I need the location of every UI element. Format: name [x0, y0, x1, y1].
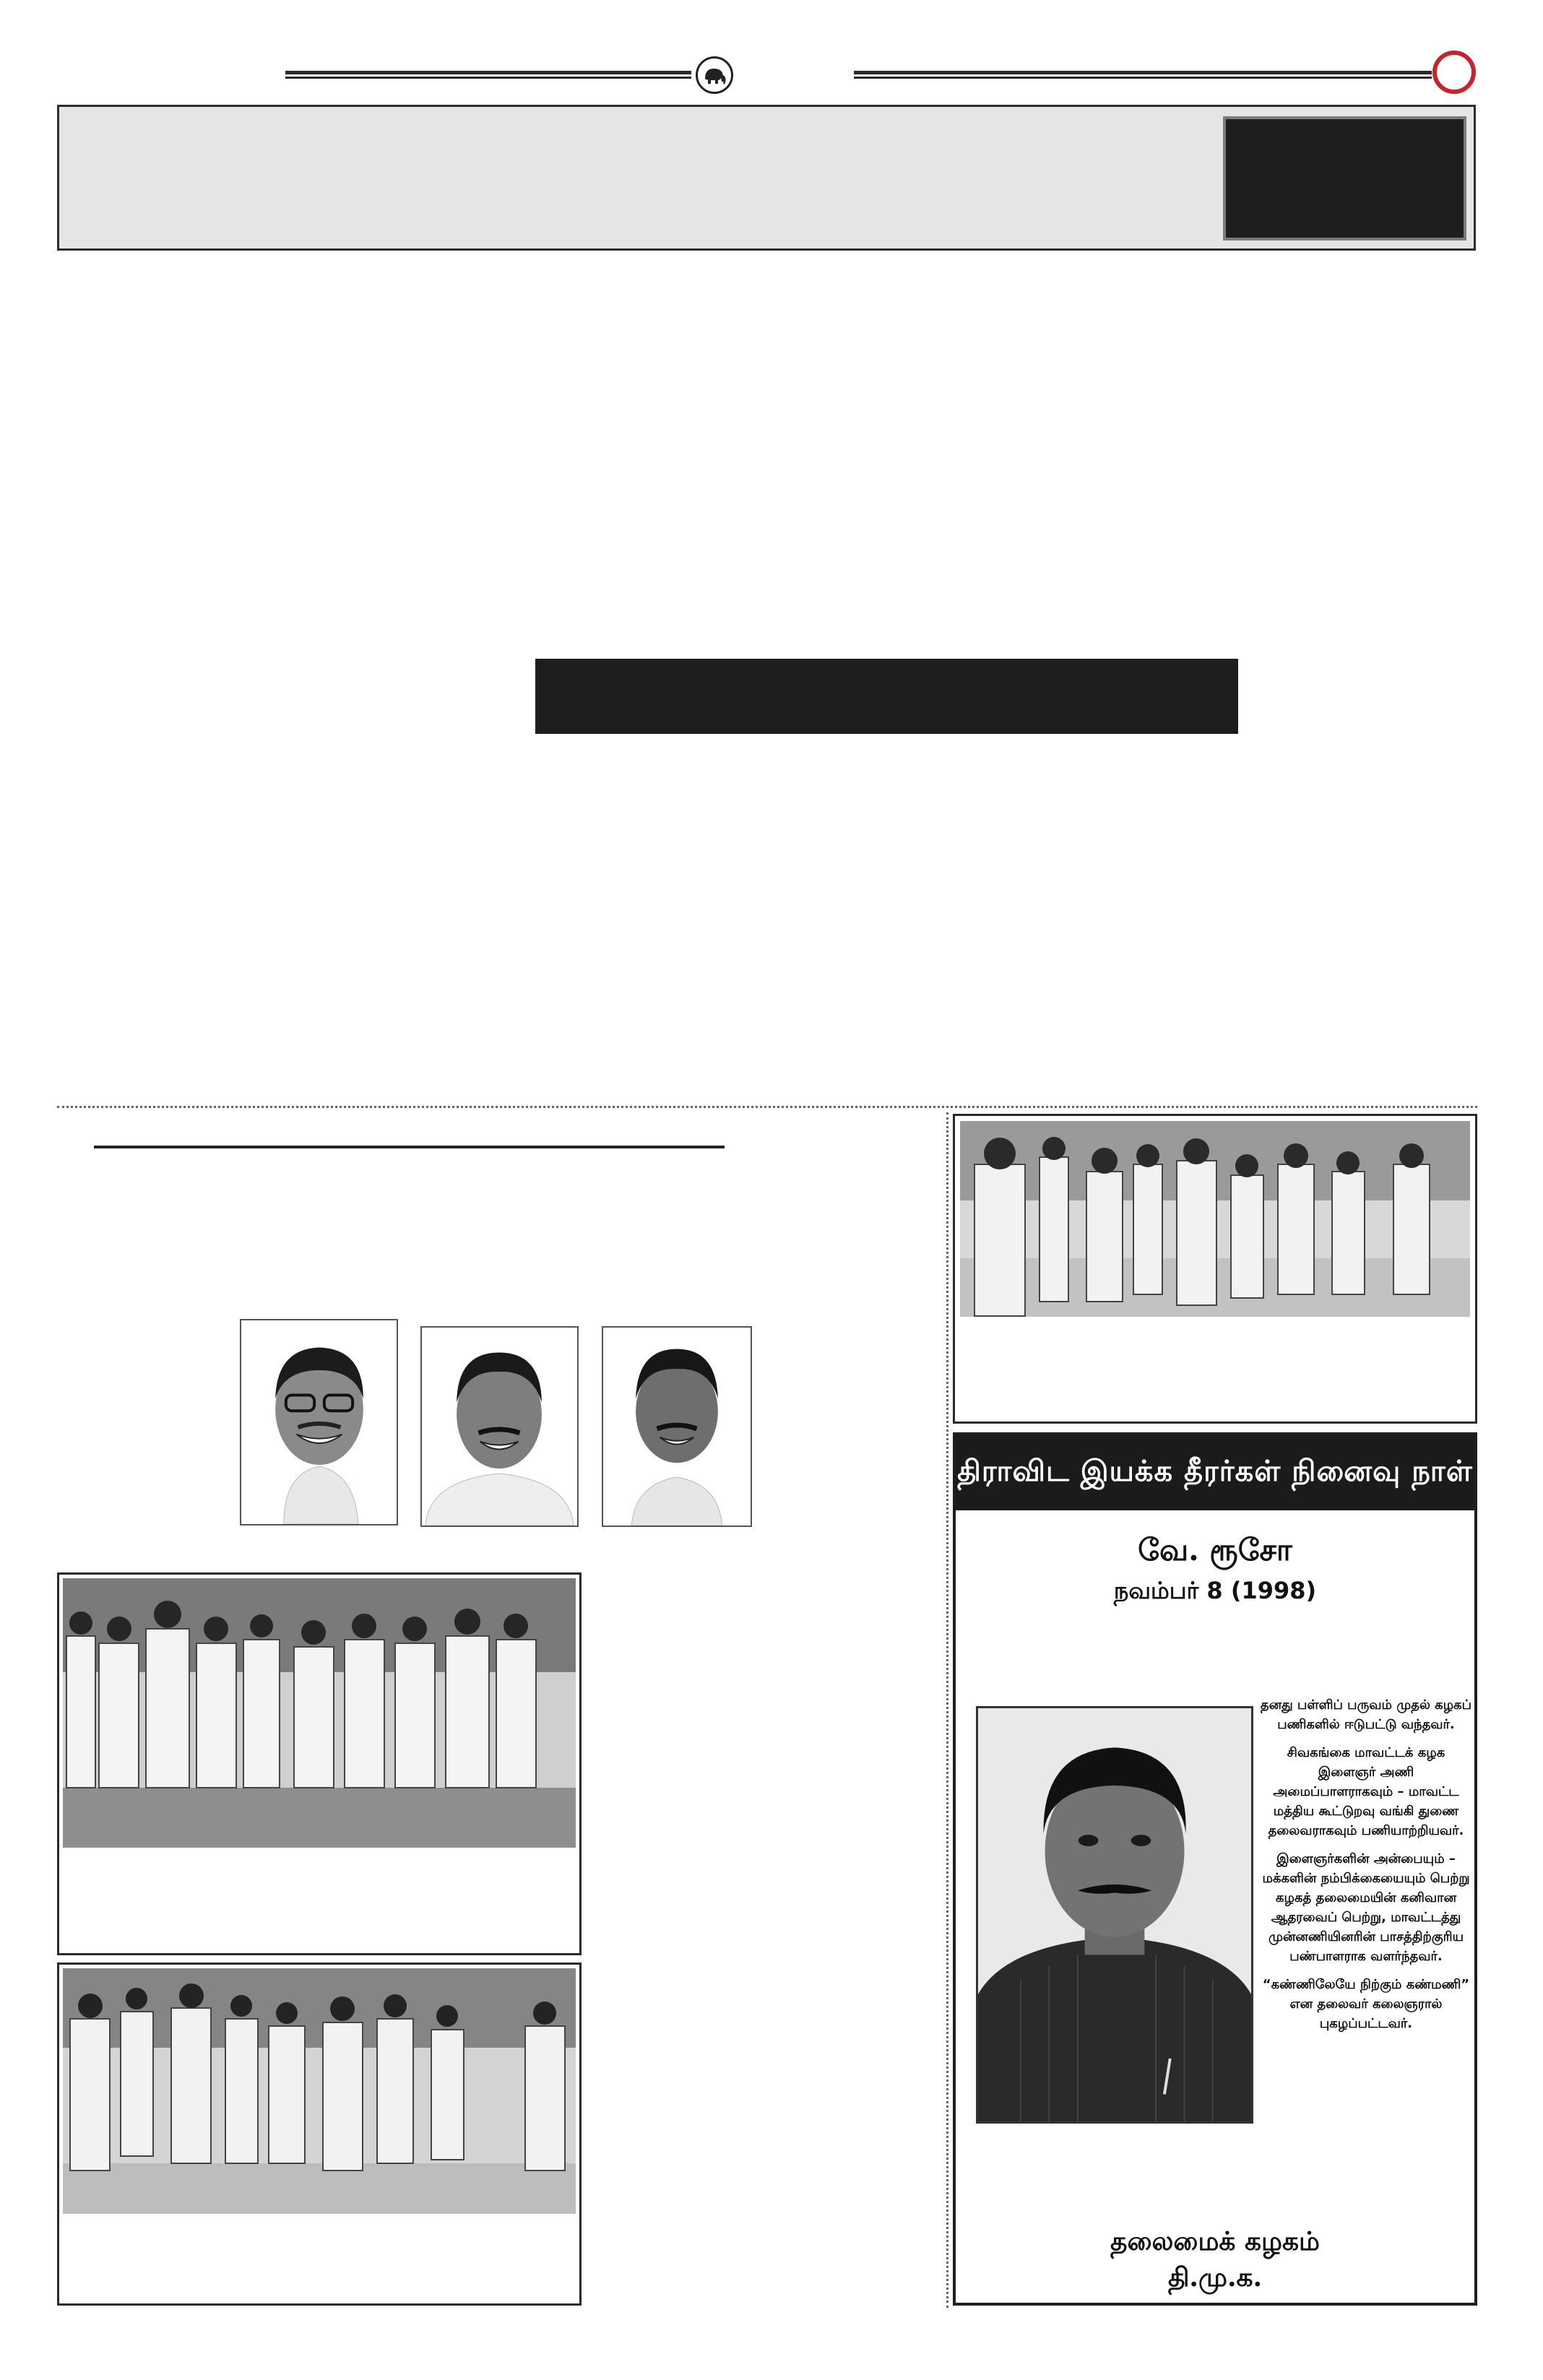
memorial-footer-party: தி.மு.க.	[1167, 2262, 1263, 2293]
portrait-1	[240, 1319, 398, 1526]
memorial-paragraph: சிவகங்கை மாவட்டக் கழக இளைஞர் அணி அமைப்பாளராகவும் – மாவட்ட மத்திய கூட்டுறவு வங்கி துணை தலைவராகவும் பணியாற்றியவர்.	[1268, 1745, 1464, 1838]
section-title-rule	[94, 1146, 725, 1148]
memorial-paragraph: “கண்ணிலேயே நிற்கும் கண்மணி” என தலைவர் கலைஞரால் புகழப்பட்டவர்.	[1262, 1977, 1470, 2031]
portrait-3	[602, 1326, 752, 1527]
memorial-description	[1259, 1695, 1473, 2042]
red-circle-icon	[1432, 51, 1476, 94]
memorial-footer-org: தலைமைக் கழகம்	[1110, 2226, 1320, 2256]
section-divider	[57, 1106, 1477, 1108]
top-rule-right	[854, 71, 1432, 74]
elephant-emblem-icon	[696, 56, 733, 94]
top-rule-left	[285, 71, 691, 74]
memorial-heading: திராவிட இயக்க தீரர்கள் நினைவு நாள்	[956, 1435, 1474, 1510]
memorial-paragraph: தனது பள்ளிப் பருவம் முதல் கழகப் பணிகளில் ஈடுபட்டு வந்தவர்.	[1260, 1697, 1472, 1732]
group-photo-left-1	[63, 1578, 576, 1848]
top-rule-right-under	[854, 77, 1432, 79]
group-photo-top-right	[960, 1121, 1470, 1317]
memorial-name: வே. ரூசோ	[1138, 1532, 1292, 1567]
portrait-2	[420, 1326, 579, 1527]
group-photo-left-2	[63, 1968, 576, 2214]
memorial-portrait	[976, 1706, 1253, 2124]
memorial-date: நவம்பர் 8 (1998)	[1113, 1577, 1317, 1604]
memorial-notice	[953, 1432, 1477, 2306]
banner-dark-block	[1223, 116, 1466, 241]
memorial-paragraph: இளைஞர்களின் அன்பையும் – மக்களின் நம்பிக்கையையும் பெற்று கழகத் தலைமையின் கனிவான ஆதரவைப் பெற்று, மாவட்டத்து முன்னணியினரின் பாசத்திற்குரிய பண்பாளராக வளர்ந்தவர்.	[1262, 1851, 1470, 1964]
headline-bar	[535, 659, 1238, 734]
top-rule-left-under	[285, 77, 691, 79]
column-divider	[946, 1112, 948, 2308]
